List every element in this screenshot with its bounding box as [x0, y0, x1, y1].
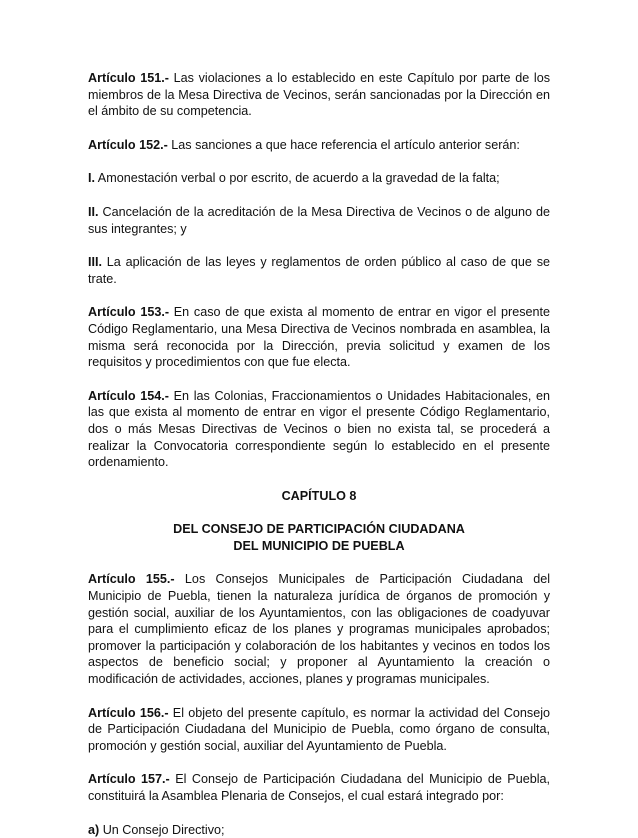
article-label: Artículo 156.-	[88, 705, 169, 720]
article-text: Las sanciones a que hace referencia el artículo anterior serán:	[167, 137, 520, 152]
fraction-text: Amonestación verbal o por escrito, de acuerdo a la gravedad de la falta;	[95, 171, 500, 186]
article-153	[88, 304, 550, 370]
article-text: En caso de que exista al momento de entrar en vigor el presente Código Reglamentario, una Mesa Directiva de Vecinos nombrada en asamblea, la misma será reconocida por la Dirección, previa solicitud y examen de los requisitos y procedimientos con que fue electa.	[88, 305, 550, 370]
article-label: Artículo 154.-	[88, 388, 169, 403]
article-label: Artículo 157.-	[88, 772, 170, 787]
fraction-text: La aplicación de las leyes y reglamentos de orden público al caso de que se trate.	[88, 255, 550, 286]
article-text: Las violaciones a lo establecido en este Capítulo por parte de los miembros de la Mesa Directiva de Vecinos, serán sancionadas por la Dirección en el ámbito de su competencia.	[88, 71, 550, 119]
fraction-label: II.	[88, 204, 99, 219]
chapter-subtitle-line-1: DEL CONSEJO DE PARTICIPACIÓN CIUDADANA	[173, 522, 465, 537]
article-text: El Consejo de Participación Ciudadana del Municipio de Puebla, constituirá la Asamblea Plenaria de Consejos, el cual estará integrado por:	[88, 772, 551, 803]
article-155	[88, 571, 550, 687]
item-a	[88, 822, 550, 838]
fraction-i	[88, 170, 550, 187]
article-152	[88, 137, 550, 154]
fraction-iii	[88, 254, 550, 287]
article-156	[88, 705, 550, 755]
chapter-title: CAPÍTULO 8	[281, 488, 357, 503]
article-text: El objeto del presente capítulo, es normar la actividad del Consejo de Participación Ciudadana del Municipio de Puebla, como órgano de consulta, promoción y gestión social, auxiliar del Ayuntamiento de Puebla.	[88, 705, 551, 753]
fraction-text: Cancelación de la acreditación de la Mesa Directiva de Vecinos o de alguno de sus integrantes; y	[88, 204, 550, 236]
article-label: Artículo 153.-	[88, 305, 170, 320]
item-label: a)	[88, 822, 100, 837]
fraction-label: III.	[88, 255, 102, 270]
article-151	[88, 70, 550, 120]
article-154	[88, 388, 550, 471]
chapter-subtitle-line-2: DEL MUNICIPIO DE PUEBLA	[233, 538, 405, 553]
article-text: Los Consejos Municipales de Participación Ciudadana del Municipio de Puebla, tienen la naturaleza jurídica de órganos de promoción y gestión social, auxiliar de los Ayuntamientos, con las obligaciones de coadyuvar para el cumplimiento eficaz de los planes y programas municipales aprobados; promover la participación y colaboración de los habitantes y vecinos en todos los aspectos de beneficio social; y proponer al Ayuntamiento la creación o modificación de actividades, acciones, planes y programas municipales.	[88, 572, 550, 687]
fraction-label: I.	[88, 171, 95, 186]
item-text: Un Consejo Directivo;	[99, 822, 225, 837]
article-157	[88, 771, 550, 804]
fraction-ii	[88, 204, 550, 237]
article-label: Artículo 151.-	[88, 71, 169, 85]
article-text: En las Colonias, Fraccionamientos o Unidades Habitacionales, en las que exista al momento de entrar en vigor el presente Código Reglamentario, dos o más Mesas Directivas de Vecinos o bien no exista tal, se procederá a realizar la Convocatoria correspondiente según lo establecido en el presente ordenamiento.	[88, 388, 551, 470]
article-label: Artículo 155.-	[88, 572, 175, 587]
article-label: Artículo 152.-	[88, 137, 168, 152]
